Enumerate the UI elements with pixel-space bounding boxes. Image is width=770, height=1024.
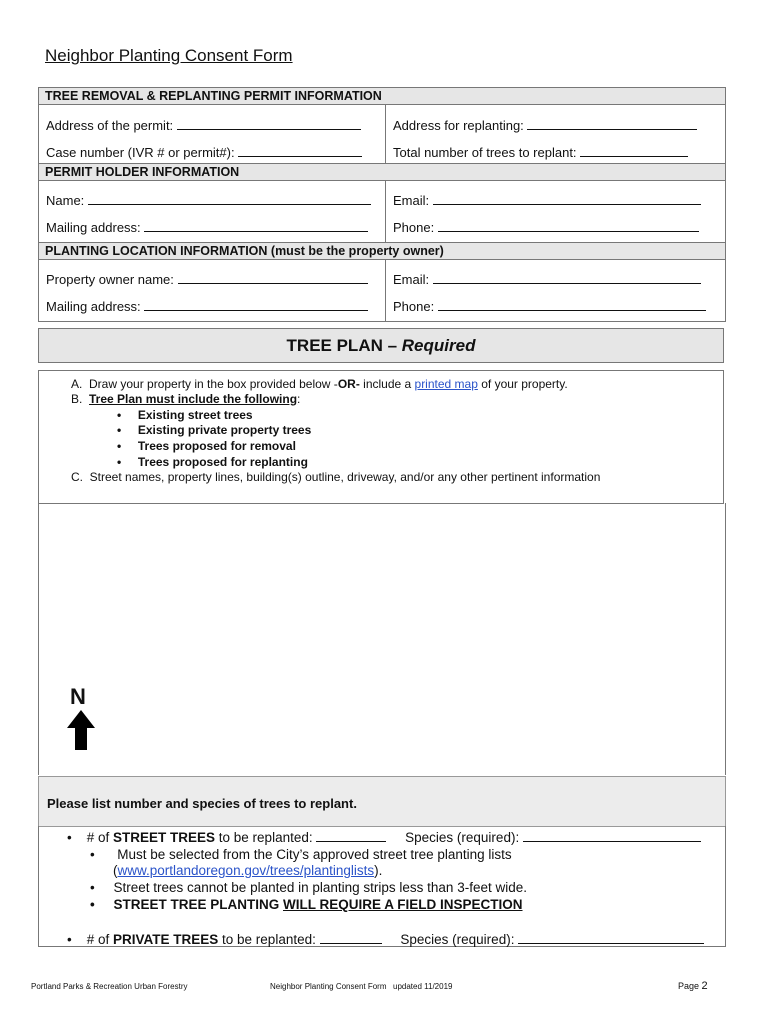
owner-phone-field[interactable]: Phone: [393, 298, 706, 314]
list-item: • Existing private property trees [117, 423, 312, 437]
instruction-a: A. Draw your property in the box provided below -OR- include a printed map of your property. [71, 377, 568, 391]
address-replanting-field[interactable]: Address for replanting: [393, 117, 697, 133]
owner-email-field[interactable]: Email: [393, 271, 701, 287]
instruction-c: C. Street names, property lines, building(s) outline, driveway, and/or any other pertinent information [71, 470, 601, 484]
footer-org: Portland Parks & Recreation Urban Forestry [31, 982, 188, 991]
holder-section-header: PERMIT HOLDER INFORMATION [39, 163, 725, 181]
street-trees-note-2: • Street trees cannot be planted in planting strips less than 3-feet wide. [90, 880, 527, 895]
north-arrow-icon [66, 708, 96, 752]
total-trees-field[interactable]: Total number of trees to replant: [393, 144, 688, 160]
holder-name-field[interactable]: Name: [46, 192, 371, 208]
owner-name-field[interactable]: Property owner name: [46, 271, 368, 287]
case-number-field[interactable]: Case number (IVR # or permit#): [46, 144, 362, 160]
holder-mailing-field[interactable]: Mailing address: [46, 219, 368, 235]
owner-mailing-field[interactable]: Mailing address: [46, 298, 368, 314]
form-title: Neighbor Planting Consent Form [45, 46, 293, 65]
list-item: • Trees proposed for removal [117, 439, 296, 453]
north-arrow [66, 686, 96, 757]
list-item: • Existing street trees [117, 408, 253, 422]
permit-section-header: TREE REMOVAL & REPLANTING PERMIT INFORMATION [39, 88, 725, 105]
plantinglists-line: (www.portlandoregon.gov/trees/plantinglists). [113, 863, 383, 878]
location-section-header: PLANTING LOCATION INFORMATION (must be the property owner) [39, 242, 725, 260]
footer-form: Neighbor Planting Consent Form [270, 982, 387, 991]
footer-updated: updated 11/2019 [393, 982, 453, 991]
tree-plan-instructions [38, 370, 724, 504]
address-permit-field[interactable]: Address of the permit: [46, 117, 361, 133]
street-trees-note-3: • STREET TREE PLANTING WILL REQUIRE A FIELD INSPECTION [90, 897, 523, 912]
instruction-b: B. Tree Plan must include the following: [71, 392, 301, 406]
permit-info-table [38, 87, 726, 322]
holder-email-field[interactable]: Email: [393, 192, 701, 208]
species-list [38, 826, 726, 947]
holder-phone-field[interactable]: Phone: [393, 219, 699, 235]
printed-map-link[interactable]: printed map [414, 377, 478, 391]
street-trees-row[interactable]: • # of STREET TREES to be replanted: Species (required): [67, 829, 701, 845]
north-label: N [70, 684, 86, 709]
drawing-area[interactable] [38, 503, 726, 775]
list-item: • Trees proposed for replanting [117, 455, 308, 469]
species-header: Please list number and species of trees to replant. [38, 776, 726, 827]
private-trees-row[interactable]: • # of PRIVATE TREES to be replanted: Species (required): [67, 931, 704, 947]
plantinglists-link[interactable]: www.portlandoregon.gov/trees/plantinglists [117, 863, 375, 878]
street-trees-note-1: • Must be selected from the City’s approved street tree planting lists [90, 847, 512, 862]
footer-page: Page 2 [678, 980, 708, 992]
tree-plan-header: TREE PLAN – Required [38, 328, 724, 363]
